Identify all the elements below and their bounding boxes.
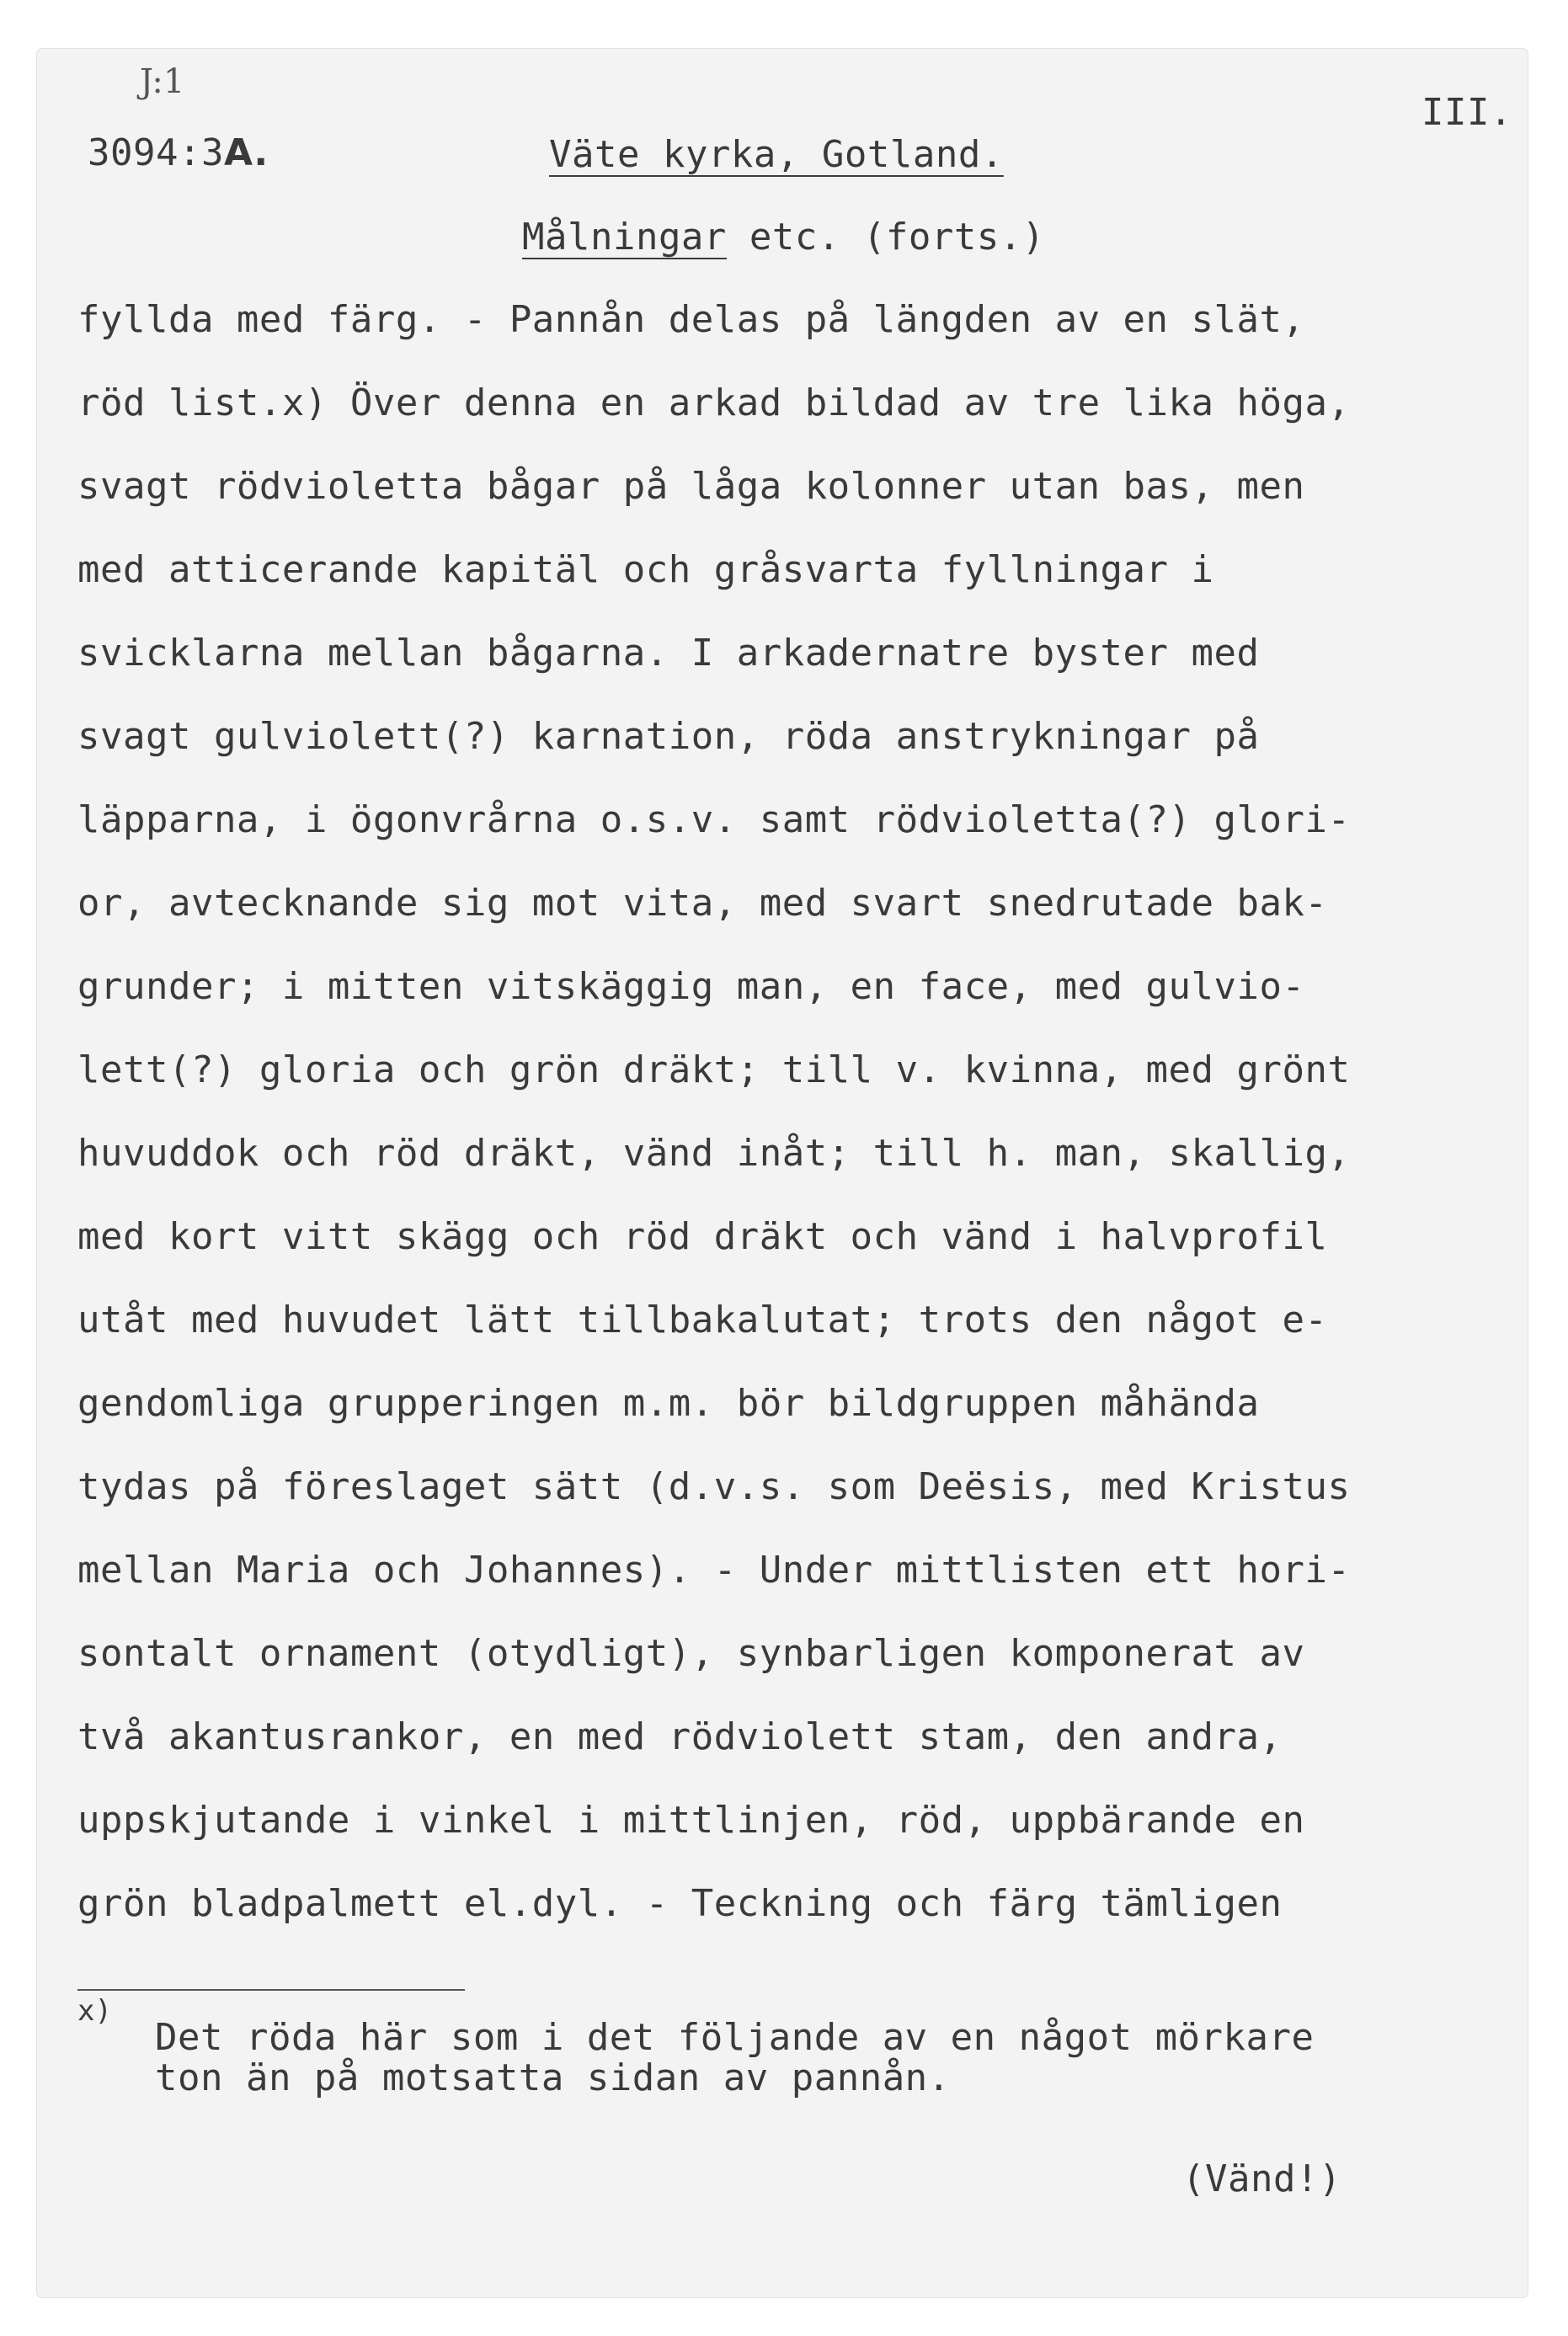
body-line: fyllda med färg. - Pannån delas på längden av en slät, bbox=[77, 298, 1305, 341]
body-line: röd list.x) Över denna en arkad bildad av tre lika höga, bbox=[77, 381, 1351, 424]
page-number: III. bbox=[1421, 91, 1512, 134]
footnote-line: ton än på motsatta sidan av pannån. bbox=[155, 2056, 951, 2099]
body-line: grunder; i mitten vitskäggig man, en face, med gulvio- bbox=[77, 965, 1305, 1008]
document-subtitle bbox=[522, 216, 1045, 259]
body-line: gendomliga grupperingen m.m. bör bildgruppen måhända bbox=[77, 1382, 1260, 1425]
body-line: två akantusrankor, en med rödviolett stam, den andra, bbox=[77, 1715, 1283, 1758]
catalog-number-digits: 3094:3 bbox=[88, 131, 224, 174]
handwritten-mark: J:1 bbox=[140, 62, 185, 101]
catalog-suffix: A. bbox=[223, 131, 269, 174]
turn-page-note: (Vänd!) bbox=[1182, 2157, 1341, 2200]
body-line: uppskjutande i vinkel i mittlinjen, röd, uppbärande en bbox=[77, 1799, 1305, 1842]
body-line: tydas på föreslaget sätt (d.v.s. som Deësis, med Kristus bbox=[77, 1465, 1351, 1508]
body-line: or, avtecknande sig mot vita, med svart snedrutade bak- bbox=[77, 882, 1328, 925]
body-line: lett(?) gloria och grön dräkt; till v. kvinna, med grönt bbox=[77, 1048, 1351, 1091]
body-line: svagt rödvioletta bågar på låga kolonner utan bas, men bbox=[77, 465, 1305, 508]
footnote-rule bbox=[77, 1989, 465, 1991]
catalog-number bbox=[88, 131, 269, 174]
subtitle-underlined: Målningar bbox=[522, 216, 727, 259]
body-line: sontalt ornament (otydligt), synbarligen komponerat av bbox=[77, 1632, 1305, 1675]
body-line: med kort vitt skägg och röd dräkt och vänd i halvprofil bbox=[77, 1215, 1328, 1258]
body-line: med atticerande kapitäl och gråsvarta fyllningar i bbox=[77, 548, 1214, 591]
body-line: svicklarna mellan bågarna. I arkadernatre byster med bbox=[77, 632, 1260, 675]
body-line: grön bladpalmett el.dyl. - Teckning och färg tämligen bbox=[77, 1882, 1283, 1925]
body-line: huvuddok och röd dräkt, vänd inåt; till h. man, skallig, bbox=[77, 1132, 1351, 1175]
footnote-marker: x) bbox=[77, 1994, 112, 2028]
body-line: läpparna, i ögonvrårna o.s.v. samt rödvioletta(?) glori- bbox=[77, 798, 1351, 841]
subtitle-rest: etc. (forts.) bbox=[726, 216, 1045, 259]
body-line: svagt gulviolett(?) karnation, röda anstrykningar på bbox=[77, 715, 1260, 758]
body-line: mellan Maria och Johannes). - Under mittlisten ett hori- bbox=[77, 1549, 1351, 1592]
footnote-line: Det röda här som i det följande av en något mörkare bbox=[155, 2016, 1315, 2059]
document-title: Väte kyrka, Gotland. bbox=[549, 133, 1004, 176]
body-line: utåt med huvudet lätt tillbakalutat; trots den något e- bbox=[77, 1299, 1328, 1341]
